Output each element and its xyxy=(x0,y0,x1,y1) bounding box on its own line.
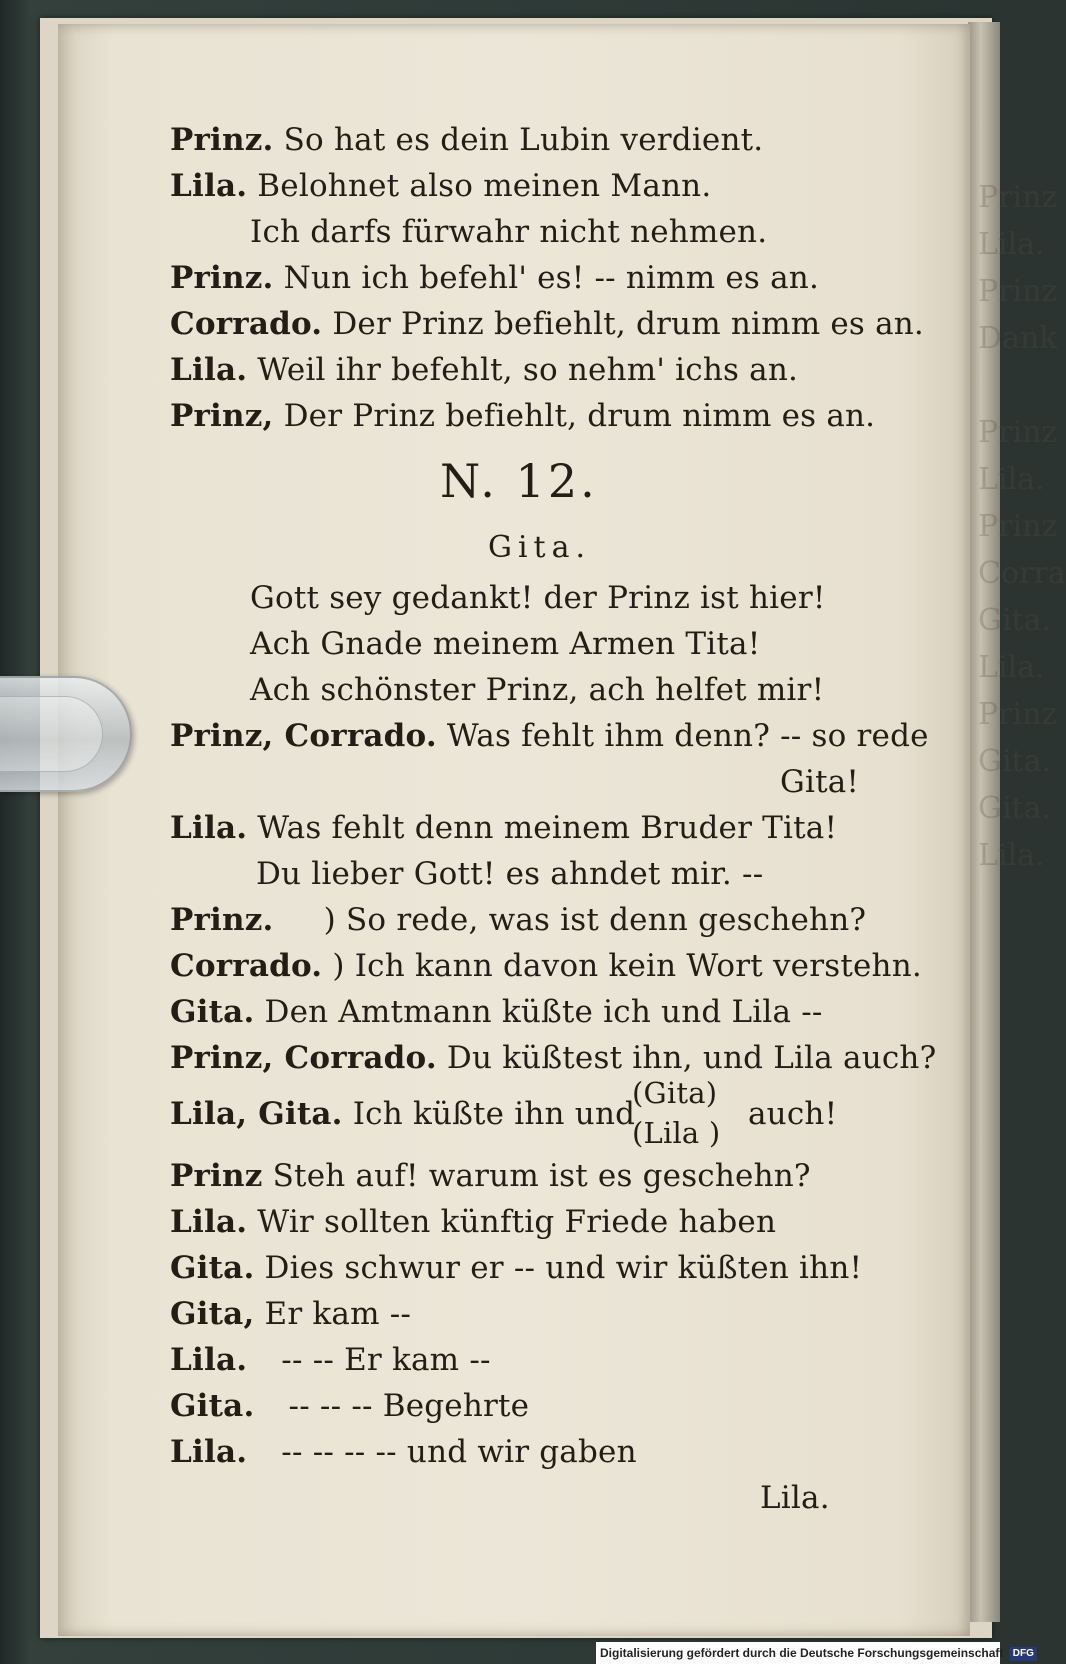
verse-text: Was fehlt ihm denn? -- so rede xyxy=(446,718,929,754)
speaker-label: Prinz. xyxy=(170,902,274,938)
verse-text: Den Amtmann küßte ich und Lila -- xyxy=(264,994,823,1030)
verse-line xyxy=(170,168,711,204)
verse-line xyxy=(170,718,929,754)
verse-line xyxy=(170,306,924,342)
speaker-label: Lila, Gita. xyxy=(170,1096,343,1132)
verse-text: Nun ich befehl' es! -- nimm es an. xyxy=(283,260,819,296)
speaker-label: Lila. xyxy=(170,810,248,846)
verse-line xyxy=(250,214,767,250)
verse-line xyxy=(170,902,866,938)
verse-line xyxy=(170,352,798,388)
verse-text: -- -- -- Begehrte xyxy=(288,1388,530,1424)
speaker-label: Lila. xyxy=(170,352,248,388)
verse-line xyxy=(170,1040,936,1076)
verse-line xyxy=(170,398,875,434)
speaker-label: Gita. xyxy=(170,1388,255,1424)
verse-line xyxy=(170,1158,811,1194)
verse-line xyxy=(250,672,824,708)
speaker-label: Gita, xyxy=(170,1296,255,1332)
speaker-label: Corrado. xyxy=(170,306,323,342)
verse-text: Weil ihr befehlt, so nehm' ichs an. xyxy=(257,352,799,388)
verse-line xyxy=(170,1434,637,1470)
speaker-label: Prinz, Corrado. xyxy=(170,1040,437,1076)
verse-line xyxy=(170,1388,529,1424)
show-through-text: Prinz Lila. Prinz Dank Prinz Lila. Prinz Corra Gita. Lila. Prinz Gita. Gita. Lila. xyxy=(978,180,1066,873)
speaker-label: Lila. xyxy=(170,1342,248,1378)
verse-text: So hat es dein Lubin verdient. xyxy=(283,122,764,158)
speaker-label: Prinz, Corrado. xyxy=(170,718,437,754)
credit-text: Digitalisierung gefördert durch die Deutsche Forschungsgemeinschaft xyxy=(600,1646,1004,1660)
verse-line xyxy=(250,580,826,616)
verse-text: Gita! xyxy=(780,764,860,800)
verse-text: Gott sey gedankt! der Prinz ist hier! xyxy=(250,580,826,616)
verse-text: -- -- Er kam -- xyxy=(281,1342,491,1378)
speaker-label: Corrado. xyxy=(170,948,323,984)
verse-text: Belohnet also meinen Mann. xyxy=(257,168,712,204)
digitization-credit xyxy=(596,1642,1034,1664)
speaker-label: Lila. xyxy=(170,168,248,204)
choice-bottom: (Lila ) xyxy=(632,1116,721,1150)
verse-text: Was fehlt denn meinem Bruder Tita! xyxy=(257,810,838,846)
verse-text: Ach schönster Prinz, ach helfet mir! xyxy=(250,672,825,708)
section-speaker: Gita. xyxy=(488,530,592,565)
verse-line xyxy=(256,856,763,892)
number-heading: N. 12. xyxy=(440,454,598,508)
verse-line xyxy=(250,626,760,662)
verse-line xyxy=(170,1250,862,1286)
verse-line xyxy=(780,764,859,800)
catchword: Lila. xyxy=(760,1480,830,1516)
dfg-logo: DFG xyxy=(1010,1647,1037,1661)
verse-line xyxy=(170,810,837,846)
verse-text: auch! xyxy=(748,1096,838,1132)
verse-line xyxy=(170,948,922,984)
speaker-label: Prinz xyxy=(170,1158,263,1194)
verse-text: Dies schwur er -- und wir küßten ihn! xyxy=(264,1250,863,1286)
verse-line xyxy=(170,122,763,158)
verse-line xyxy=(170,260,819,296)
verse-text: Ich darfs fürwahr nicht nehmen. xyxy=(250,214,768,250)
verse-text: Wir sollten künftig Friede haben xyxy=(257,1204,777,1240)
verse-text: Steh auf! warum ist es geschehn? xyxy=(272,1158,811,1194)
verse-text: Der Prinz befiehlt, drum nimm es an. xyxy=(332,306,924,342)
speaker-label: Lila. xyxy=(170,1434,248,1470)
verse-text: Der Prinz befiehlt, drum nimm es an. xyxy=(283,398,876,434)
choice-top: (Gita) xyxy=(632,1076,718,1110)
paper-clip-loop xyxy=(0,696,103,772)
speaker-label: Gita. xyxy=(170,1250,255,1286)
verse-text: Du küßtest ihn, und Lila auch? xyxy=(446,1040,937,1076)
paper-clip xyxy=(0,676,132,792)
verse-text: Du lieber Gott! es ahndet mir. -- xyxy=(256,856,764,892)
speaker-label: Lila. xyxy=(170,1204,248,1240)
speaker-label: Gita. xyxy=(170,994,255,1030)
verse-line xyxy=(170,1342,491,1378)
verse-text: Er kam -- xyxy=(264,1296,412,1332)
verse-text: -- -- -- -- und wir gaben xyxy=(281,1434,637,1470)
verse-text: Ach Gnade meinem Armen Tita! xyxy=(250,626,761,662)
speaker-label: Prinz, xyxy=(170,398,274,434)
verse-line xyxy=(170,1204,776,1240)
speaker-label: Prinz. xyxy=(170,260,274,296)
verse-text: Ich küßte ihn und xyxy=(352,1096,636,1132)
verse-text: ) So rede, was ist denn geschehn? xyxy=(323,902,867,938)
verse-line xyxy=(170,994,823,1030)
bracket-verse-line xyxy=(170,1096,635,1132)
verse-text: ) Ich kann davon kein Wort verstehn. xyxy=(332,948,922,984)
speaker-label: Prinz. xyxy=(170,122,274,158)
verse-line xyxy=(170,1296,411,1332)
